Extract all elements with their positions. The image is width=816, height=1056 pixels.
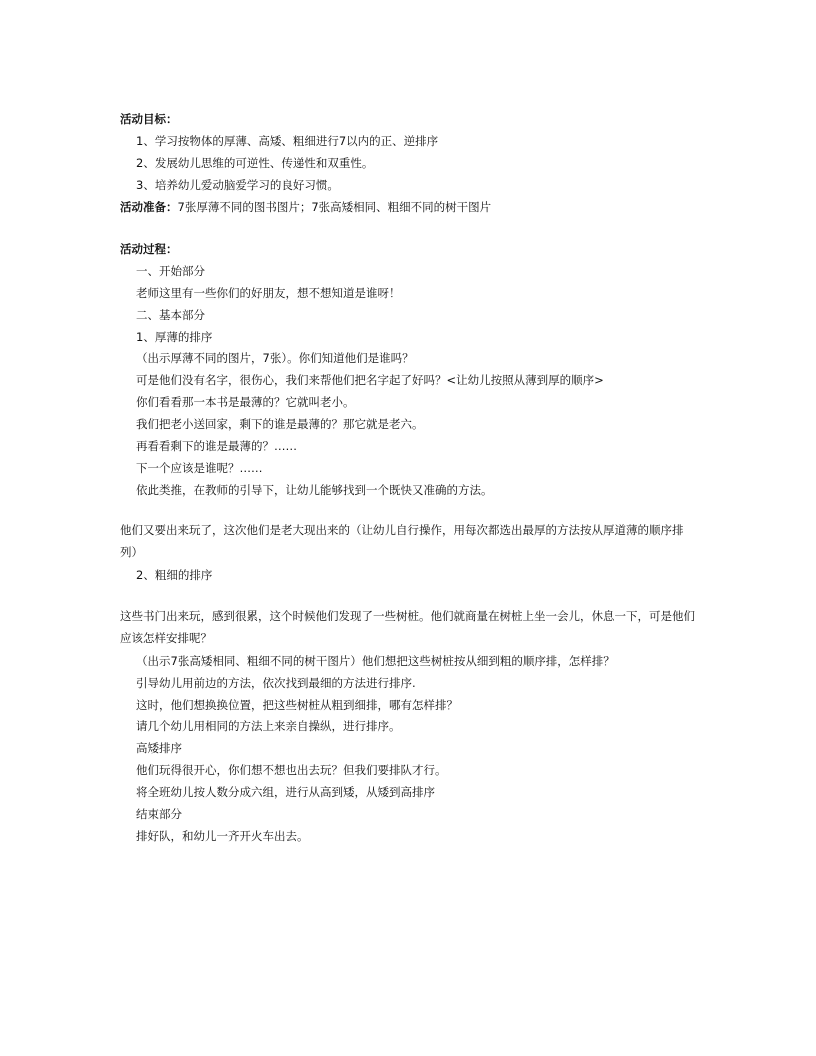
process-line-5: （出示厚薄不同的图片，7张）。你们知道他们是谁吗？ (136, 351, 414, 365)
process-paragraph-2: 这些书门出来玩，感到很累，这个时候他们发现了一些树桩。他们就商量在树桩上坐一会儿，休息一下，可是他们应该怎样安排呢？ (120, 609, 695, 645)
process-line-7: 你们看看那一本书是最薄的？它就叫老小。 (136, 395, 355, 409)
process2-line-3: 这时，他们想换换位置，把这些树桩从粗到细排，哪有怎样排？ (136, 698, 458, 712)
process-line-2: 老师这里有一些你们的好朋友，想不想知道是谁呀！ (136, 286, 401, 300)
goal-item-1: 1、学习按物体的厚薄、高矮、粗细进行7以内的正、逆排序 (136, 134, 439, 148)
process2-line-1: （出示7张高矮相同、粗细不同的树干图片）他们想把这些树桩按从细到粗的顺序排，怎样排？ (136, 654, 615, 668)
process-line-6: 可是他们没有名字，很伤心，我们来帮他们把名字起了好吗？<让幼儿按照从薄到厚的顺序> (136, 373, 604, 387)
section-2-heading: 2、粗细的排序 (136, 568, 213, 582)
process-paragraph-1: 他们又要出来玩了，这次他们是老大现出来的（让幼儿自行操作，用每次都选出最厚的方法按从厚道薄的顺序排列） (120, 523, 684, 559)
process2-line-9: 排好队，和幼儿一齐开火车出去。 (136, 829, 309, 843)
process2-line-2: 引导幼儿用前边的方法，依次找到最细的方法进行排序. (136, 676, 416, 690)
goal-item-2: 2、发展幼儿思维的可逆性、传递性和双重性。 (136, 156, 374, 170)
process-line-11: 依此类推，在教师的引导下，让幼儿能够找到一个既快又准确的方法。 (136, 483, 493, 497)
process-line-4: 1、厚薄的排序 (136, 330, 213, 344)
process-line-3: 二、基本部分 (136, 308, 205, 322)
process-line-1: 一、开始部分 (136, 264, 205, 278)
process2-line-7: 将全班幼儿按人数分成六组，进行从高到矮，从矮到高排序 (136, 785, 435, 799)
process-line-10: 下一个应该是谁呢？…… (136, 461, 263, 475)
process-line-9: 再看看剩下的谁是最薄的？…… (136, 439, 297, 453)
goal-item-3: 3、培养幼儿爱动脑爱学习的良好习惯。 (136, 178, 339, 192)
preparation-line (120, 199, 700, 215)
preparation-label: 活动准备： (120, 200, 178, 214)
process2-line-6: 他们玩得很开心，你们想不想也出去玩？但我们要排队才行。 (136, 763, 447, 777)
preparation-text: 7张厚薄不同的图书图片；7张高矮相同、粗细不同的树干图片 (177, 200, 492, 214)
goals-heading: 活动目标： (120, 112, 178, 126)
process2-line-4: 请几个幼儿用相同的方法上来亲自操纵，进行排序。 (136, 719, 401, 733)
process-line-8: 我们把老小送回家，剩下的谁是最薄的？那它就是老六。 (136, 417, 424, 431)
process2-line-5: 高矮排序 (136, 741, 182, 755)
process-heading: 活动过程： (120, 242, 178, 256)
process2-line-8: 结束部分 (136, 807, 182, 821)
